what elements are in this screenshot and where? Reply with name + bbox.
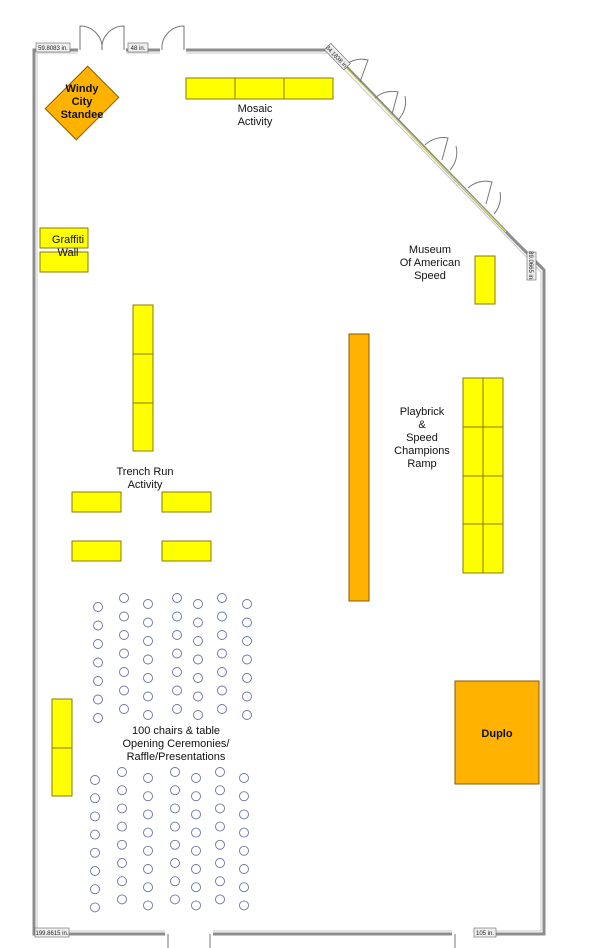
chair: [144, 792, 153, 801]
chair: [192, 792, 201, 801]
chair: [144, 774, 153, 783]
chair: [91, 848, 100, 857]
chair: [243, 618, 252, 627]
chair: [120, 612, 129, 621]
chair: [144, 618, 153, 627]
chair: [144, 692, 153, 701]
chair: [144, 600, 153, 609]
mosaic-label-2: Activity: [237, 116, 273, 128]
chair: [194, 637, 203, 646]
chair: [94, 621, 103, 630]
chair: [218, 705, 227, 714]
trench-run-label-1: Trench Run: [116, 466, 174, 478]
chair: [171, 822, 180, 831]
playbrick-label-3: Speed: [406, 432, 438, 444]
chair: [216, 859, 225, 868]
trench-run-vertical-tables: [133, 305, 153, 451]
chair: [144, 810, 153, 819]
chair: [144, 846, 153, 855]
chair: [192, 774, 201, 783]
playbrick-label-2: &: [418, 419, 426, 431]
chair: [118, 895, 127, 904]
chair: [240, 883, 249, 892]
chair: [192, 828, 201, 837]
chair: [192, 901, 201, 910]
chair: [144, 828, 153, 837]
chair: [243, 674, 252, 683]
graffiti-label-2: Wall: [57, 247, 79, 259]
chair: [240, 865, 249, 874]
chair: [171, 804, 180, 813]
chair: [216, 840, 225, 849]
chair: [94, 658, 103, 667]
chair: [171, 877, 180, 886]
chair: [91, 885, 100, 894]
chair: [192, 810, 201, 819]
dim-bottom-right: 105 in.: [475, 931, 495, 937]
chair: [243, 637, 252, 646]
chair: [91, 794, 100, 803]
chair: [218, 649, 227, 658]
chair: [144, 655, 153, 664]
windy-city-label-2: City: [71, 96, 93, 108]
graffiti-label-1: Graffiti: [51, 234, 85, 246]
chair: [173, 594, 182, 603]
chair: [120, 705, 129, 714]
chair: [91, 903, 100, 912]
chair: [192, 846, 201, 855]
chair: [144, 901, 153, 910]
chair: [240, 774, 249, 783]
chair: [118, 822, 127, 831]
chair: [171, 859, 180, 868]
chair: [240, 792, 249, 801]
chair: [118, 859, 127, 868]
playbrick-tables: [463, 378, 503, 573]
dim-diagonal: 34.1838 in.: [323, 44, 349, 71]
mosaic-activity-tables: [186, 78, 333, 99]
chair: [194, 674, 203, 683]
windy-city-standee: [45, 66, 119, 140]
chair: [194, 655, 203, 664]
chair: [91, 776, 100, 785]
chairs-label-1: 100 chairs & table: [131, 725, 221, 737]
chair: [171, 840, 180, 849]
chair: [216, 804, 225, 813]
chair: [192, 883, 201, 892]
duplo-label: Duplo: [481, 728, 513, 740]
chair: [144, 674, 153, 683]
chair: [94, 603, 103, 612]
long-orange-table: [349, 334, 369, 601]
chair: [144, 637, 153, 646]
chair: [91, 830, 100, 839]
chair: [118, 804, 127, 813]
chair: [216, 822, 225, 831]
chair: [194, 711, 203, 720]
playbrick-label-4: Champions: [394, 445, 450, 457]
chair: [218, 594, 227, 603]
chair: [194, 600, 203, 609]
chair: [173, 668, 182, 677]
chair: [171, 895, 180, 904]
museum-label-1: Museum: [408, 244, 452, 256]
chair: [94, 695, 103, 704]
chair: [118, 768, 127, 777]
chair: [218, 686, 227, 695]
chair: [192, 865, 201, 874]
chair: [144, 883, 153, 892]
dimension-labels: [35, 43, 536, 937]
museum-label-3: Speed: [414, 270, 446, 282]
chair: [171, 768, 180, 777]
chair: [120, 649, 129, 658]
trench-run-label-2: Activity: [127, 479, 163, 491]
windy-city-label-3: Standee: [60, 109, 104, 121]
dim-bottom-left: 199.8615 in.: [35, 931, 69, 937]
museum-label-2: Of American: [399, 257, 461, 269]
chair: [91, 867, 100, 876]
chair: [173, 686, 182, 695]
chair: [91, 812, 100, 821]
chair: [240, 846, 249, 855]
chair: [218, 631, 227, 640]
chair: [243, 711, 252, 720]
mosaic-label-1: Mosaic: [237, 103, 273, 115]
chair: [216, 895, 225, 904]
windy-city-label-1: Windy: [65, 83, 99, 95]
playbrick-label-1: Playbrick: [399, 406, 445, 418]
chair: [118, 786, 127, 795]
chair: [173, 649, 182, 658]
chair: [194, 618, 203, 627]
chair: [94, 677, 103, 686]
chair: [173, 631, 182, 640]
chair: [120, 686, 129, 695]
chair: [218, 612, 227, 621]
chair: [144, 865, 153, 874]
chair: [194, 692, 203, 701]
museum-table: [475, 256, 495, 304]
trench-run-small-tables: [72, 492, 211, 561]
chair: [240, 901, 249, 910]
dim-top-door: 48 in.: [130, 46, 146, 52]
chair: [243, 655, 252, 664]
playbrick-label-5: Ramp: [407, 458, 437, 470]
chair: [171, 786, 180, 795]
dim-top-left: 59.8083 in.: [38, 46, 68, 52]
chair: [120, 668, 129, 677]
chair: [118, 840, 127, 849]
chairs-label-3: Raffle/Presentations: [126, 751, 226, 763]
chair: [94, 714, 103, 723]
chair: [216, 786, 225, 795]
chair: [173, 612, 182, 621]
chair: [120, 631, 129, 640]
chair: [243, 600, 252, 609]
chair: [144, 711, 153, 720]
chair: [240, 810, 249, 819]
chair: [173, 705, 182, 714]
chair: [216, 877, 225, 886]
chairs-label-2: Opening Ceremonies/: [122, 738, 230, 750]
chair: [216, 768, 225, 777]
dim-right-upper: 89.0665 in.: [527, 251, 533, 281]
chair: [94, 640, 103, 649]
chair: [118, 877, 127, 886]
chair: [240, 828, 249, 837]
chair: [120, 594, 129, 603]
chair-area-tables: [52, 699, 72, 796]
chair: [243, 692, 252, 701]
chair: [218, 668, 227, 677]
